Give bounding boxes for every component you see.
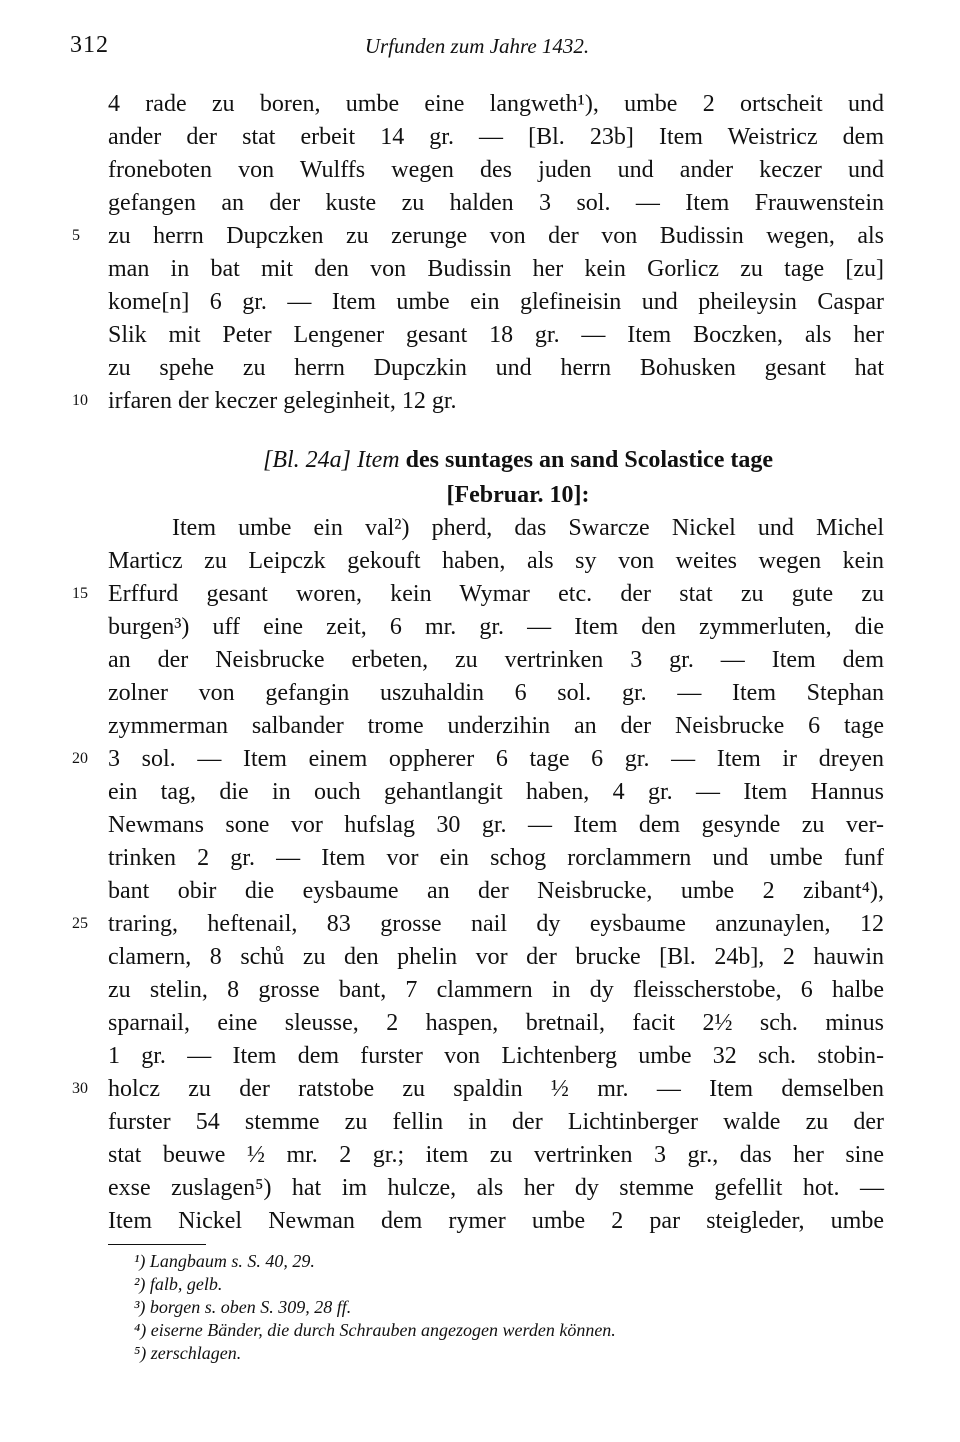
- text-line: froneboten von Wulffs wegen des juden und ander keczer und: [108, 157, 884, 183]
- text-line: man in bat mit den von Budissin her kein Gorlicz zu tage [zu]: [108, 256, 884, 282]
- text-line: furster 54 stemme zu fellin in der Lichtinberger walde zu der: [108, 1109, 884, 1135]
- text-line: ander der stat erbeit 14 gr. — [Bl. 23b] Item Weistricz dem: [108, 124, 884, 150]
- page-header: [70, 32, 884, 68]
- text-line: stat beuwe ½ mr. 2 gr.; item zu vertrinken 3 gr., das her sine: [108, 1142, 884, 1168]
- text-line: irfaren der keczer geleginheit, 12 gr.: [108, 388, 457, 414]
- text-line: exse zuslagen⁵) hat im hulcze, als her dy stemme gefellit hot. —: [108, 1175, 884, 1201]
- line-number: 5: [72, 227, 80, 244]
- text-line: Newmans sone vor hufslag 30 gr. — Item dem gesynde zu ver-: [108, 812, 884, 838]
- running-title: Urfunden zum Jahre 1432.: [364, 34, 590, 58]
- line-number: 15: [72, 585, 88, 602]
- text-line: kome[n] 6 gr. — Item umbe ein glefineisin und pheileysin Caspar: [108, 289, 884, 315]
- footnote: ²) falb, gelb.: [134, 1274, 223, 1294]
- text-line: bant obir die eysbaume an der Neisbrucke, umbe 2 zibant⁴),: [108, 878, 884, 904]
- text-line: holcz zu der ratstobe zu spaldin ½ mr. — Item demselben: [108, 1076, 884, 1102]
- text-line: Item Nickel Newman dem rymer umbe 2 par steigleder, umbe: [108, 1208, 884, 1234]
- text-line: 4 rade zu boren, umbe eine langweth¹), umbe 2 ortscheit und: [108, 91, 884, 117]
- text-line: clamern, 8 schů zu den phelin vor der brucke [Bl. 24b], 2 hauwin: [108, 944, 884, 970]
- text-line: zolner von gefangin uszuhaldin 6 sol. gr. — Item Stephan: [108, 680, 884, 706]
- footnote: ³) borgen s. oben S. 309, 28 ff.: [134, 1297, 352, 1317]
- text-line: Erffurd gesant woren, kein Wymar etc. der stat zu gute zu: [108, 581, 884, 607]
- heading-date: [Februar. 10]:: [446, 482, 590, 508]
- text-line: burgen³) uff eine zeit, 6 mr. gr. — Item den zymmerluten, die: [108, 614, 884, 640]
- line-number: 10: [72, 392, 88, 409]
- text-line: 1 gr. — Item dem furster von Lichtenberg umbe 32 sch. stobin-: [108, 1043, 884, 1069]
- line-number: 30: [72, 1080, 88, 1097]
- text-line: zu stelin, 8 grosse bant, 7 clammern in dy fleisscherstobe, 6 halbe: [108, 977, 884, 1003]
- heading-bold-text: des suntages an sand Scolastice tage: [405, 447, 773, 473]
- text-line: sparnail, eine sleusse, 2 haspen, bretnail, facit 2½ sch. minus: [108, 1010, 884, 1036]
- footnote: ¹) Langbaum s. S. 40, 29.: [134, 1251, 315, 1271]
- text-line: zu spehe zu herrn Dupczkin und herrn Bohusken gesant hat: [108, 355, 884, 381]
- footnote: ⁴) eiserne Bänder, die durch Schrauben angezogen werden können.: [134, 1320, 616, 1340]
- line-number: 25: [72, 915, 88, 932]
- text-line: zu herrn Dupczken zu zerunge von der von Budissin wegen, als: [108, 223, 884, 249]
- text-line: trinken 2 gr. — Item vor ein schog rorclammern und umbe funf: [108, 845, 884, 871]
- text-line: an der Neisbrucke erbeten, zu vertrinken 3 gr. — Item dem: [108, 647, 884, 673]
- line-number: 20: [72, 750, 88, 767]
- page-number: 312: [70, 32, 109, 58]
- text-line: gefangen an der kuste zu halden 3 sol. — Item Frauwenstein: [108, 190, 884, 216]
- footnote-rule: [108, 1244, 206, 1245]
- text-line: ein tag, die in ouch gehantlangit haben, 4 gr. — Item Hannus: [108, 779, 884, 805]
- text-line: Marticz zu Leipczk gekouft haben, als sy von weites wegen kein: [108, 548, 884, 574]
- text-line: Item umbe ein val²) pherd, das Swarcze Nickel und Michel: [172, 515, 884, 541]
- text-line: traring, heftenail, 83 grosse nail dy eysbaume anzunaylen, 12: [108, 911, 884, 937]
- text-line: 3 sol. — Item einem oppherer 6 tage 6 gr. — Item ir dreyen: [108, 746, 884, 772]
- text-line: zymmerman salbander trome underzihin an der Neisbrucke 6 tage: [108, 713, 884, 739]
- text-line: Slik mit Peter Lengener gesant 18 gr. — Item Boczken, als her: [108, 322, 884, 348]
- heading-prefix: [Bl. 24a] Item: [262, 447, 400, 473]
- footnote: ⁵) zerschlagen.: [134, 1343, 242, 1363]
- section-heading: [108, 444, 928, 476]
